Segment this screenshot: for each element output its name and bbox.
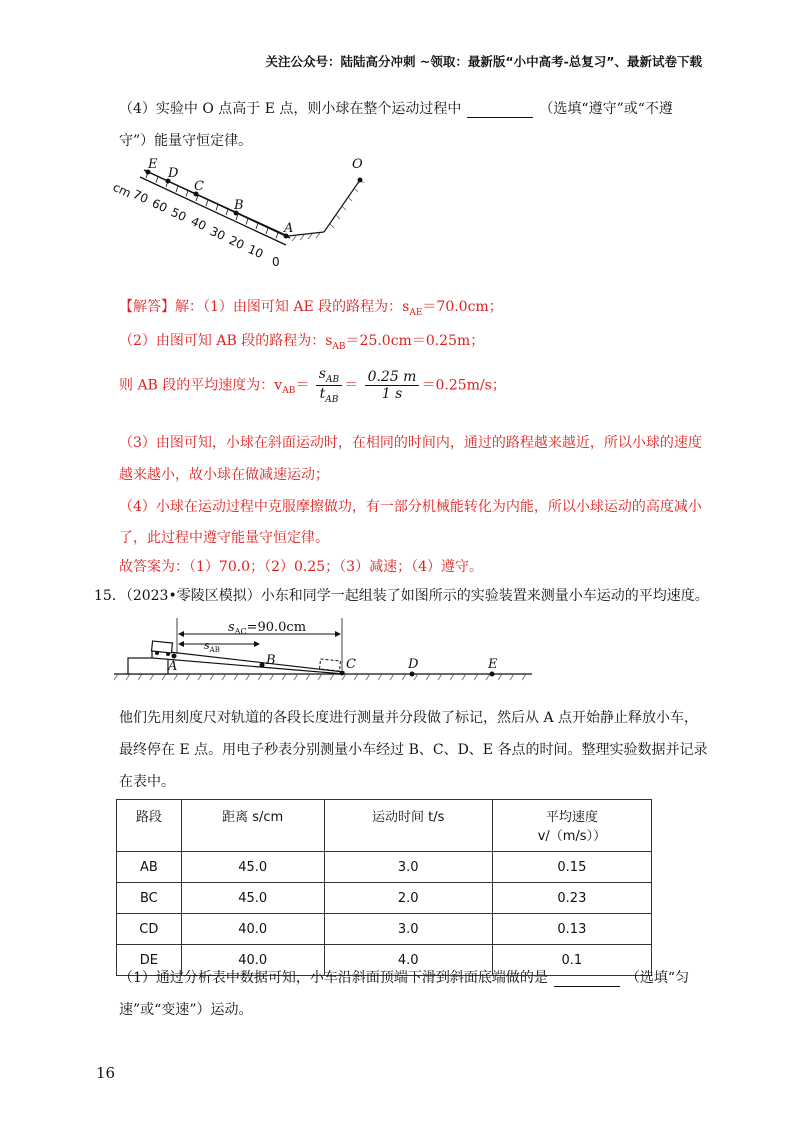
q15-sub1-line-2: 速”或“变速”）运动。 [119,1002,253,1018]
answer-blank[interactable] [554,972,620,987]
tick-70: 70 [130,187,151,207]
tick-10: 10 [245,242,266,262]
q15-para-1: 他们先用刻度尺对轨道的各段长度进行测量并分段做了标记，然后从 A 点开始静止释放小车， [119,710,699,726]
answer-line-5b: 了，此过程中遵守能量守恒定律。 [119,530,329,546]
answer-prefix: 【解答】解： [119,299,203,315]
answer-line-3: 则 AB 段的平均速度为：$v_{AB}=$ $\frac{s_{AB}}{t_{AB}}$ ＝ $\frac{0.25 m}{1 s}$ ＝0.25m/s； [119,366,506,405]
track-cart-figure [112,614,552,684]
incline-ruler-figure [108,150,388,280]
q15-para-2: 最终停在 E 点。用电子秒表分别测量小车经过 B、C、D、E 各点的时间。整理实验数据并记录 [119,742,708,758]
label-o: O [352,157,363,172]
q4-text-b: （选填“遵守”或“不遵 [539,101,673,117]
fraction-s-over-t: $\frac{s_{AB}}{t_{AB}}$ [316,366,342,405]
answer-line-4b: 越来越小，故小球在做减速运动； [119,467,329,483]
sac-label: $s_{AC}=90.0cm$ [228,620,307,636]
ground-hatching [114,674,526,680]
label-c: C [194,179,204,194]
tick-20: 20 [226,233,247,253]
q4-line-1 [119,98,673,118]
sab-label: $s_{AB}$ [204,639,220,654]
track-point-e [490,672,495,677]
header-time: 运动时间 t/s [324,800,492,852]
cart-at-c [320,659,341,671]
tick-60: 60 [149,196,170,216]
page-number: 16 [96,1064,116,1082]
track-point-d [410,672,415,677]
q4-line-2: 守”）能量守恒定律。 [119,133,253,149]
data-table [116,799,652,976]
table-row: DE 40.0 4.0 0.1 [117,945,652,976]
answer-blank[interactable] [467,103,533,118]
header-distance: 距离 s/cm [181,800,324,852]
incline-board [152,650,344,674]
track-point-a [172,654,177,659]
tick-50: 50 [168,205,189,225]
track-point-b [260,663,265,668]
q4-text-a: （4）实验中 O 点高于 E 点，则小球在整个运动过程中 [119,101,462,117]
label-a: A [284,221,294,236]
q15-title: 15．（2023•零陵区模拟）小东和同学一起组装了如图所示的实验装置来测量小车运动的平均速度。 [94,588,709,604]
cart [152,641,173,653]
table-row: CD 40.0 3.0 0.13 [117,914,652,945]
track-point-c [340,671,345,676]
header-segment: 路段 [117,800,182,852]
q15-para-3: 在表中。 [119,774,175,790]
label-d: D [168,166,179,181]
tick-0: 0 [272,255,280,269]
cart-wheel [155,651,159,655]
support-block [128,658,168,674]
table-header-row [117,800,652,852]
q15-sub1-line-1: （1）通过分析表中数据可知，小车沿斜面顶端下滑到斜面底端做的是 （选填“匀 [119,970,690,986]
final-answer: 故答案为：（1）70.0；（2）0.25；（3）减速；（4）遵守。 [119,559,483,575]
label-b: B [234,198,244,213]
page-header: 关注公众号：陆陆高分冲刺 ~领取：最新版“小中高考-总复习”、最新试卷下载 [265,54,702,69]
track-label-b: B [266,653,276,668]
answer-line-2: （2）由图可知 AB 段的路程为：$s_{AB}=25.0cm=0.25m$； [119,333,485,352]
header-speed: 平均速度 v/（m/s）） [492,800,651,852]
table-row: BC 45.0 2.0 0.23 [117,883,652,914]
ruler-unit: cm [110,180,134,201]
track-label-a: A [168,659,178,674]
tick-30: 30 [207,224,228,244]
cart-wheel [166,652,170,656]
answer-line-5a: （4）小球在运动过程中克服摩擦做功，有一部分机械能转化为内能，所以小球运动的高度减小 [119,499,702,515]
table-row: AB 45.0 3.0 0.15 [117,852,652,883]
answer-line-1: 【解答】解：（1）由图可知 AE 段的路程为：$s_{AE}=70.0cm$； [119,299,503,318]
track-label-e: E [488,657,498,672]
label-e: E [148,157,158,172]
fraction-values: $\frac{0.25 m}{1 s}$ [365,369,420,402]
track-label-d: D [408,657,419,672]
floor-segment [288,232,324,236]
track-label-c: C [346,657,356,672]
point-o [358,178,363,183]
answer-line-4a: （3）由图可知，小球在斜面运动时，在相同的时间内，通过的路程越来越近，所以小球的速度 [119,435,702,451]
tick-40: 40 [188,214,209,234]
